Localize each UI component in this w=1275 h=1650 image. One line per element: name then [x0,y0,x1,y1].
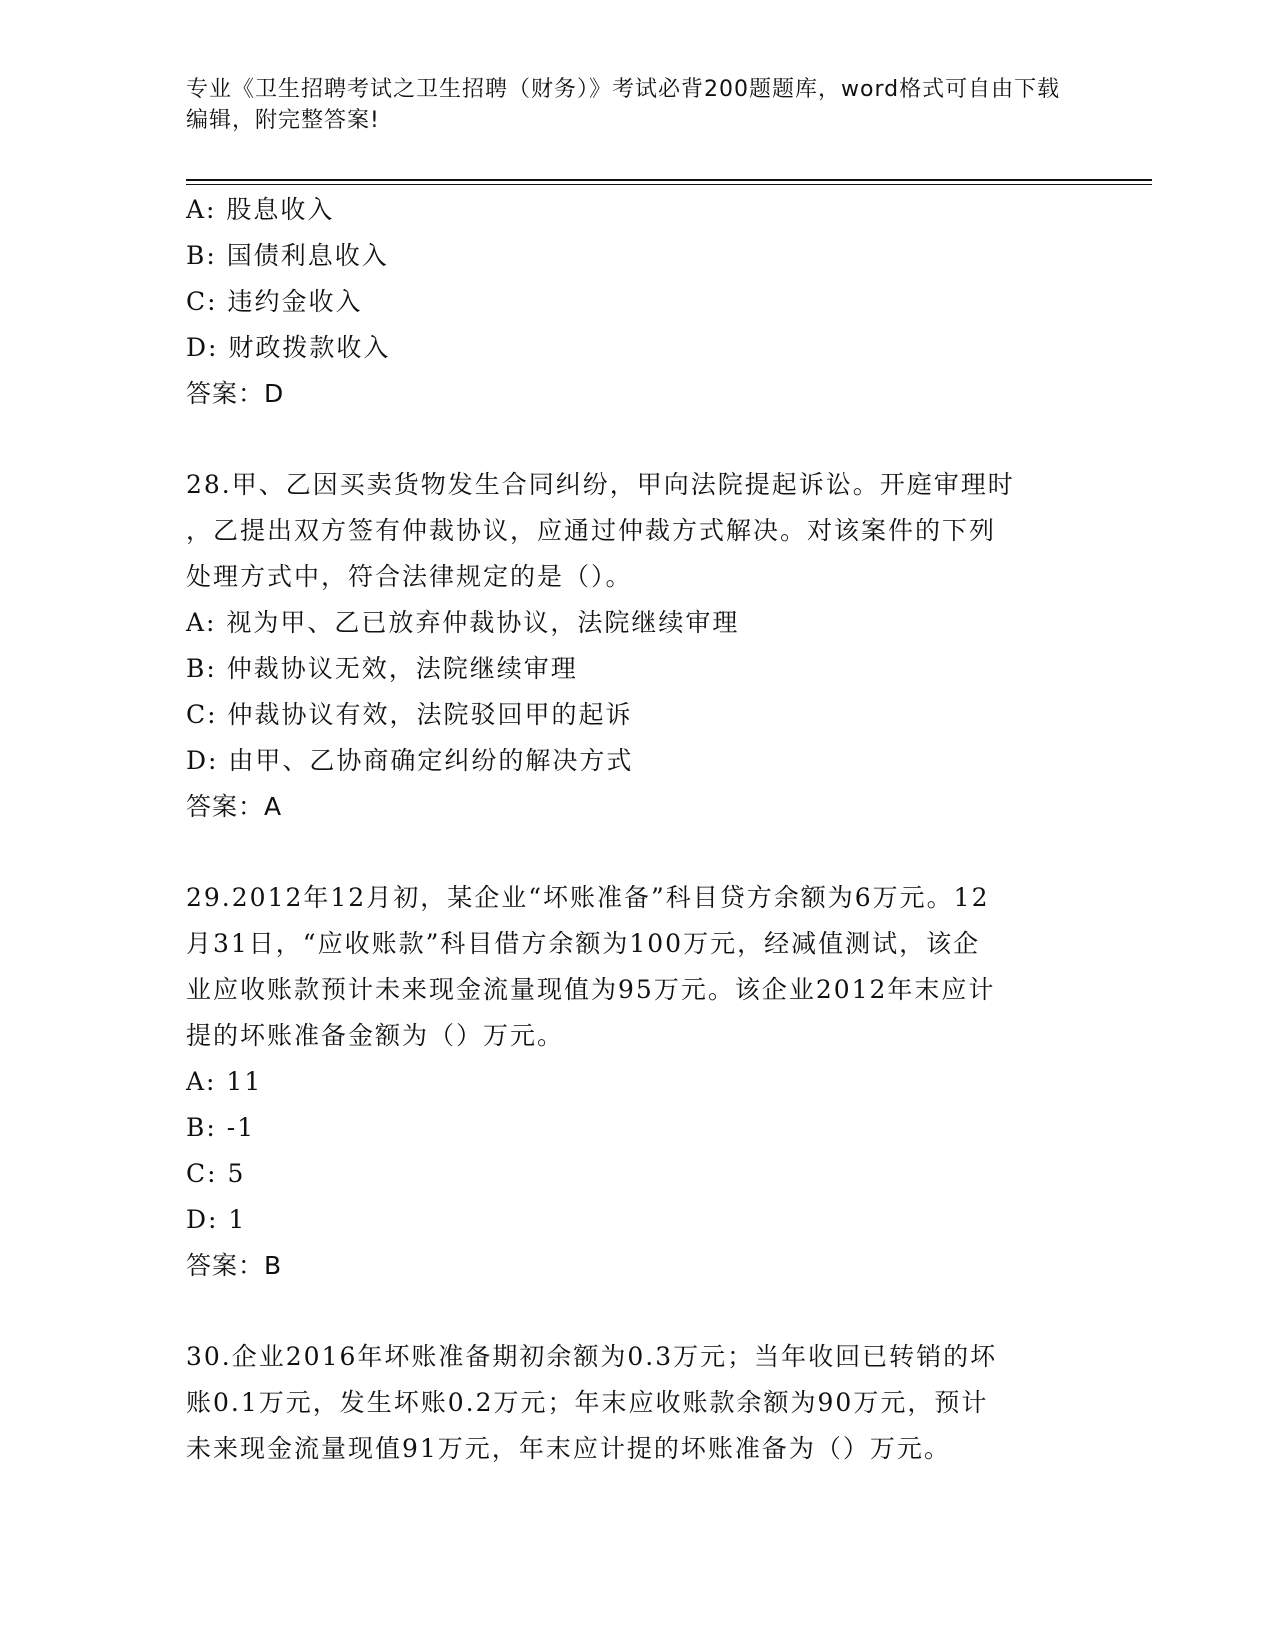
question-text-line: 28.甲、乙因买卖货物发生合同纠纷，甲向法院提起诉讼。开庭审理时 [186,470,1015,499]
option-c: C: 违约金收入 [186,287,363,316]
option-d: D: 财政拨款收入 [186,333,391,362]
answer-line: 答案：D [186,379,285,408]
question-block-30 [186,1334,1076,1472]
answer-line: 答案：A [186,792,283,821]
question-block-29 [186,875,1076,1289]
option-b: B: 仲裁协议无效，法院继续审理 [186,654,578,683]
option-b: B: 国债利息收入 [186,241,389,270]
option-d: D: 由甲、乙协商确定纠纷的解决方式 [186,746,634,775]
option-a: A: 股息收入 [186,195,335,224]
option-b: B: -1 [186,1113,256,1142]
question-text-line: 账0.1万元，发生坏账0.2万元；年末应收账款余额为90万元，预计 [186,1388,989,1417]
question-text-line: 29.2012年12月初，某企业“坏账准备”科目贷方余额为6万元。12 [186,883,990,912]
question-block-28 [186,462,1076,830]
question-block-27 [186,187,1076,417]
option-a: A: 11 [186,1067,263,1096]
header-rule [186,179,1152,181]
question-text-line: 月31日，“应收账款”科目借方余额为100万元，经减值测试，该企 [186,929,981,958]
question-text-line: 提的坏账准备金额为（）万元。 [186,1021,565,1050]
header-rule-thin [186,184,1152,185]
question-content [186,187,1076,1472]
option-c: C: 5 [186,1159,246,1188]
option-d: D: 1 [186,1205,247,1234]
question-text-line: 业应收账款预计未来现金流量现值为95万元。该企业2012年末应计 [186,975,996,1004]
question-text-line: 未来现金流量现值91万元，年末应计提的坏账准备为（）万元。 [186,1434,951,1463]
question-text-line: 30.企业2016年坏账准备期初余额为0.3万元；当年收回已转销的坏 [186,1342,998,1371]
answer-line: 答案：B [186,1251,283,1280]
option-c: C: 仲裁协议有效，法院驳回甲的起诉 [186,700,633,729]
option-a: A: 视为甲、乙已放弃仲裁协议，法院继续审理 [186,608,740,637]
question-text-line: 处理方式中，符合法律规定的是（）。 [186,562,633,591]
question-text-line: ，乙提出双方签有仲裁协议，应通过仲裁方式解决。对该案件的下列 [186,516,997,545]
document-header: 专业《卫生招聘考试之卫生招聘（财务）》考试必背200题题库，word格式可自由下载编辑，附完整答案! [186,77,1061,133]
